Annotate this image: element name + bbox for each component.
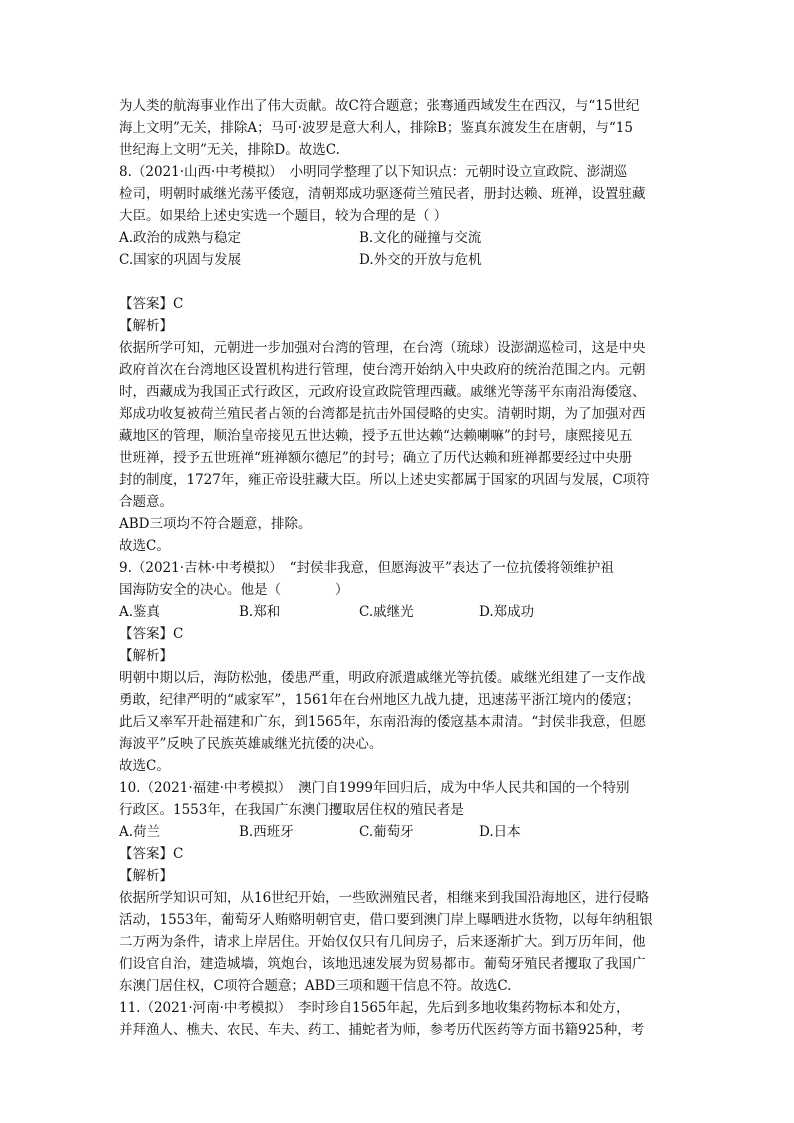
question-stem-line: 11.（2021·河南·中考模拟） 李时珍自1565年起，先后到多地收集药物标本和处方， [119, 1000, 630, 1016]
question-9 [119, 557, 679, 777]
analysis-line: 此后又率军开赴福建和广东，到1565年，东南沿海的倭寇基本肃清。“封侯非我意，但愿 [119, 714, 647, 730]
analysis-line: 们设官自治，建造城墙，筑炮台，该地迅速发展为贸易都市。葡萄牙殖民者攫取了我国广 [119, 956, 646, 972]
question-stem-line: 国海防安全的决心。他是（ ） [119, 582, 349, 598]
analysis-line: 海波平”反映了民族英雄戚继光抗倭的决心。 [119, 736, 383, 752]
analysis-line: 东澳门居住权，C项符合题意；ABD三项和题干信息不符。故选C. [119, 978, 512, 994]
question-8 [119, 161, 679, 557]
analysis-line: 活动，1553年，葡萄牙人贿赂明朝官吏，借口要到澳门岸上曝晒进水货物，以每年纳租银 [119, 912, 653, 928]
question-11 [119, 997, 679, 1041]
analysis-line: 故选C。 [119, 758, 170, 774]
option-d: D.外交的开放与危机 [359, 252, 482, 268]
analysis-label: 【解析】 [119, 318, 173, 334]
analysis-line: 勇敢，纪律严明的“戚家军”，1561年在台州地区九战九捷，迅速荡平浙江境内的倭寇； [119, 692, 640, 708]
analysis-line: 时，西藏成为我国正式行政区，元政府设宣政院管理西藏。戚继光等荡平东南沿海倭寇、 [119, 384, 646, 400]
answer: 【答案】C [119, 626, 184, 642]
options [119, 227, 679, 271]
question-stem-line: 检司，明朝时戚继光荡平倭寇，清朝郑成功驱逐荷兰殖民者，册封达赖、班禅，设置驻藏 [119, 186, 646, 202]
question-10 [119, 777, 679, 997]
question-stem-line: 行政区。1553年，在我国广东澳门攫取居住权的殖民者是 [119, 802, 464, 818]
question-stem-line: 9.（2021·吉林·中考模拟） “封侯非我意，但愿海波平”表达了一位抗倭将领维护祖 [119, 560, 614, 576]
option-d: D.郑成功 [479, 604, 535, 620]
analysis-line: 故选C。 [119, 538, 170, 554]
analysis-line: 二万两为条件，请求上岸居住。开始仅仅只有几间房子，后来逐渐扩大。到万历年间，他 [119, 934, 646, 950]
option-a: A.鉴真 [119, 604, 161, 620]
analysis-line: 政府首次在台湾地区设置机构进行管理，使台湾开始纳入中央政府的统治范围之内。元朝 [119, 362, 646, 378]
analysis-label: 【解析】 [119, 868, 173, 884]
document-page [119, 95, 679, 1041]
analysis-line: 明朝中期以后，海防松弛，倭患严重，明政府派遣戚继光等抗倭。戚继光组建了一支作战 [119, 670, 646, 686]
analysis-line: 依据所学可知，元朝进一步加强对台湾的管理，在台湾（琉球）设澎湖巡检司，这是中央 [119, 340, 646, 356]
option-b: B.西班牙 [239, 824, 294, 840]
options [119, 601, 679, 623]
text-line: 世纪海上文明”无关，排除D。故选C. [119, 142, 340, 158]
analysis-label: 【解析】 [119, 648, 173, 664]
analysis-line: 藏地区的管理，顺治皇帝接见五世达赖，授予五世达赖“达赖喇嘛”的封号，康熙接见五 [119, 428, 633, 444]
options [119, 821, 679, 843]
question-stem-line: 8.（2021·山西·中考模拟） 小明同学整理了以下知识点：元朝时设立宣政院、澎湖巡 [119, 164, 628, 180]
question-stem-line: 并拜渔人、樵夫、农民、车夫、药工、捕蛇者为师，参考历代医药等方面书籍925种，考 [119, 1022, 645, 1038]
answer: 【答案】C [119, 296, 184, 312]
intro-block [119, 95, 679, 161]
analysis-line: 世班禅，授予五世班禅“班禅额尔德尼”的封号；确立了历代达赖和班禅都要经过中央册 [119, 450, 633, 466]
analysis-line: 郑成功收复被荷兰殖民者占领的台湾都是抗击外国侵略的史实。清朝时期，为了加强对西 [119, 406, 646, 422]
option-c: C.戚继光 [359, 604, 414, 620]
option-a: A.荷兰 [119, 824, 161, 840]
text-line: 为人类的航海事业作出了伟大贡献。故C符合题意；张骞通西域发生在西汉，与“15世纪 [119, 98, 640, 114]
answer: 【答案】C [119, 846, 184, 862]
question-stem-line: 10.（2021·福建·中考模拟） 澳门自1999年回归后，成为中华人民共和国的一个特别 [119, 780, 630, 796]
analysis-line: 合题意。 [119, 494, 173, 510]
analysis-line: ABD三项均不符合题意，排除。 [119, 516, 312, 532]
analysis-line: 依据所学知识可知，从16世纪开始，一些欧洲殖民者，相继来到我国沿海地区，进行侵略 [119, 890, 650, 906]
option-a: A.政治的成熟与稳定 [119, 230, 242, 246]
option-b: B.文化的碰撞与交流 [359, 230, 482, 246]
option-b: B.郑和 [239, 604, 281, 620]
option-c: C.葡萄牙 [359, 824, 414, 840]
text-line: 海上文明”无关，排除A；马可·波罗是意大利人，排除B；鉴真东渡发生在唐朝，与“15 [119, 120, 633, 136]
option-c: C.国家的巩固与发展 [119, 252, 242, 268]
analysis-line: 封的制度，1727年，雍正帝设驻藏大臣。所以上述史实都属于国家的巩固与发展，C项符 [119, 472, 650, 488]
question-stem-line: 大臣。如果给上述史实选一个题目，较为合理的是（ ） [119, 208, 448, 224]
option-d: D.日本 [479, 824, 521, 840]
